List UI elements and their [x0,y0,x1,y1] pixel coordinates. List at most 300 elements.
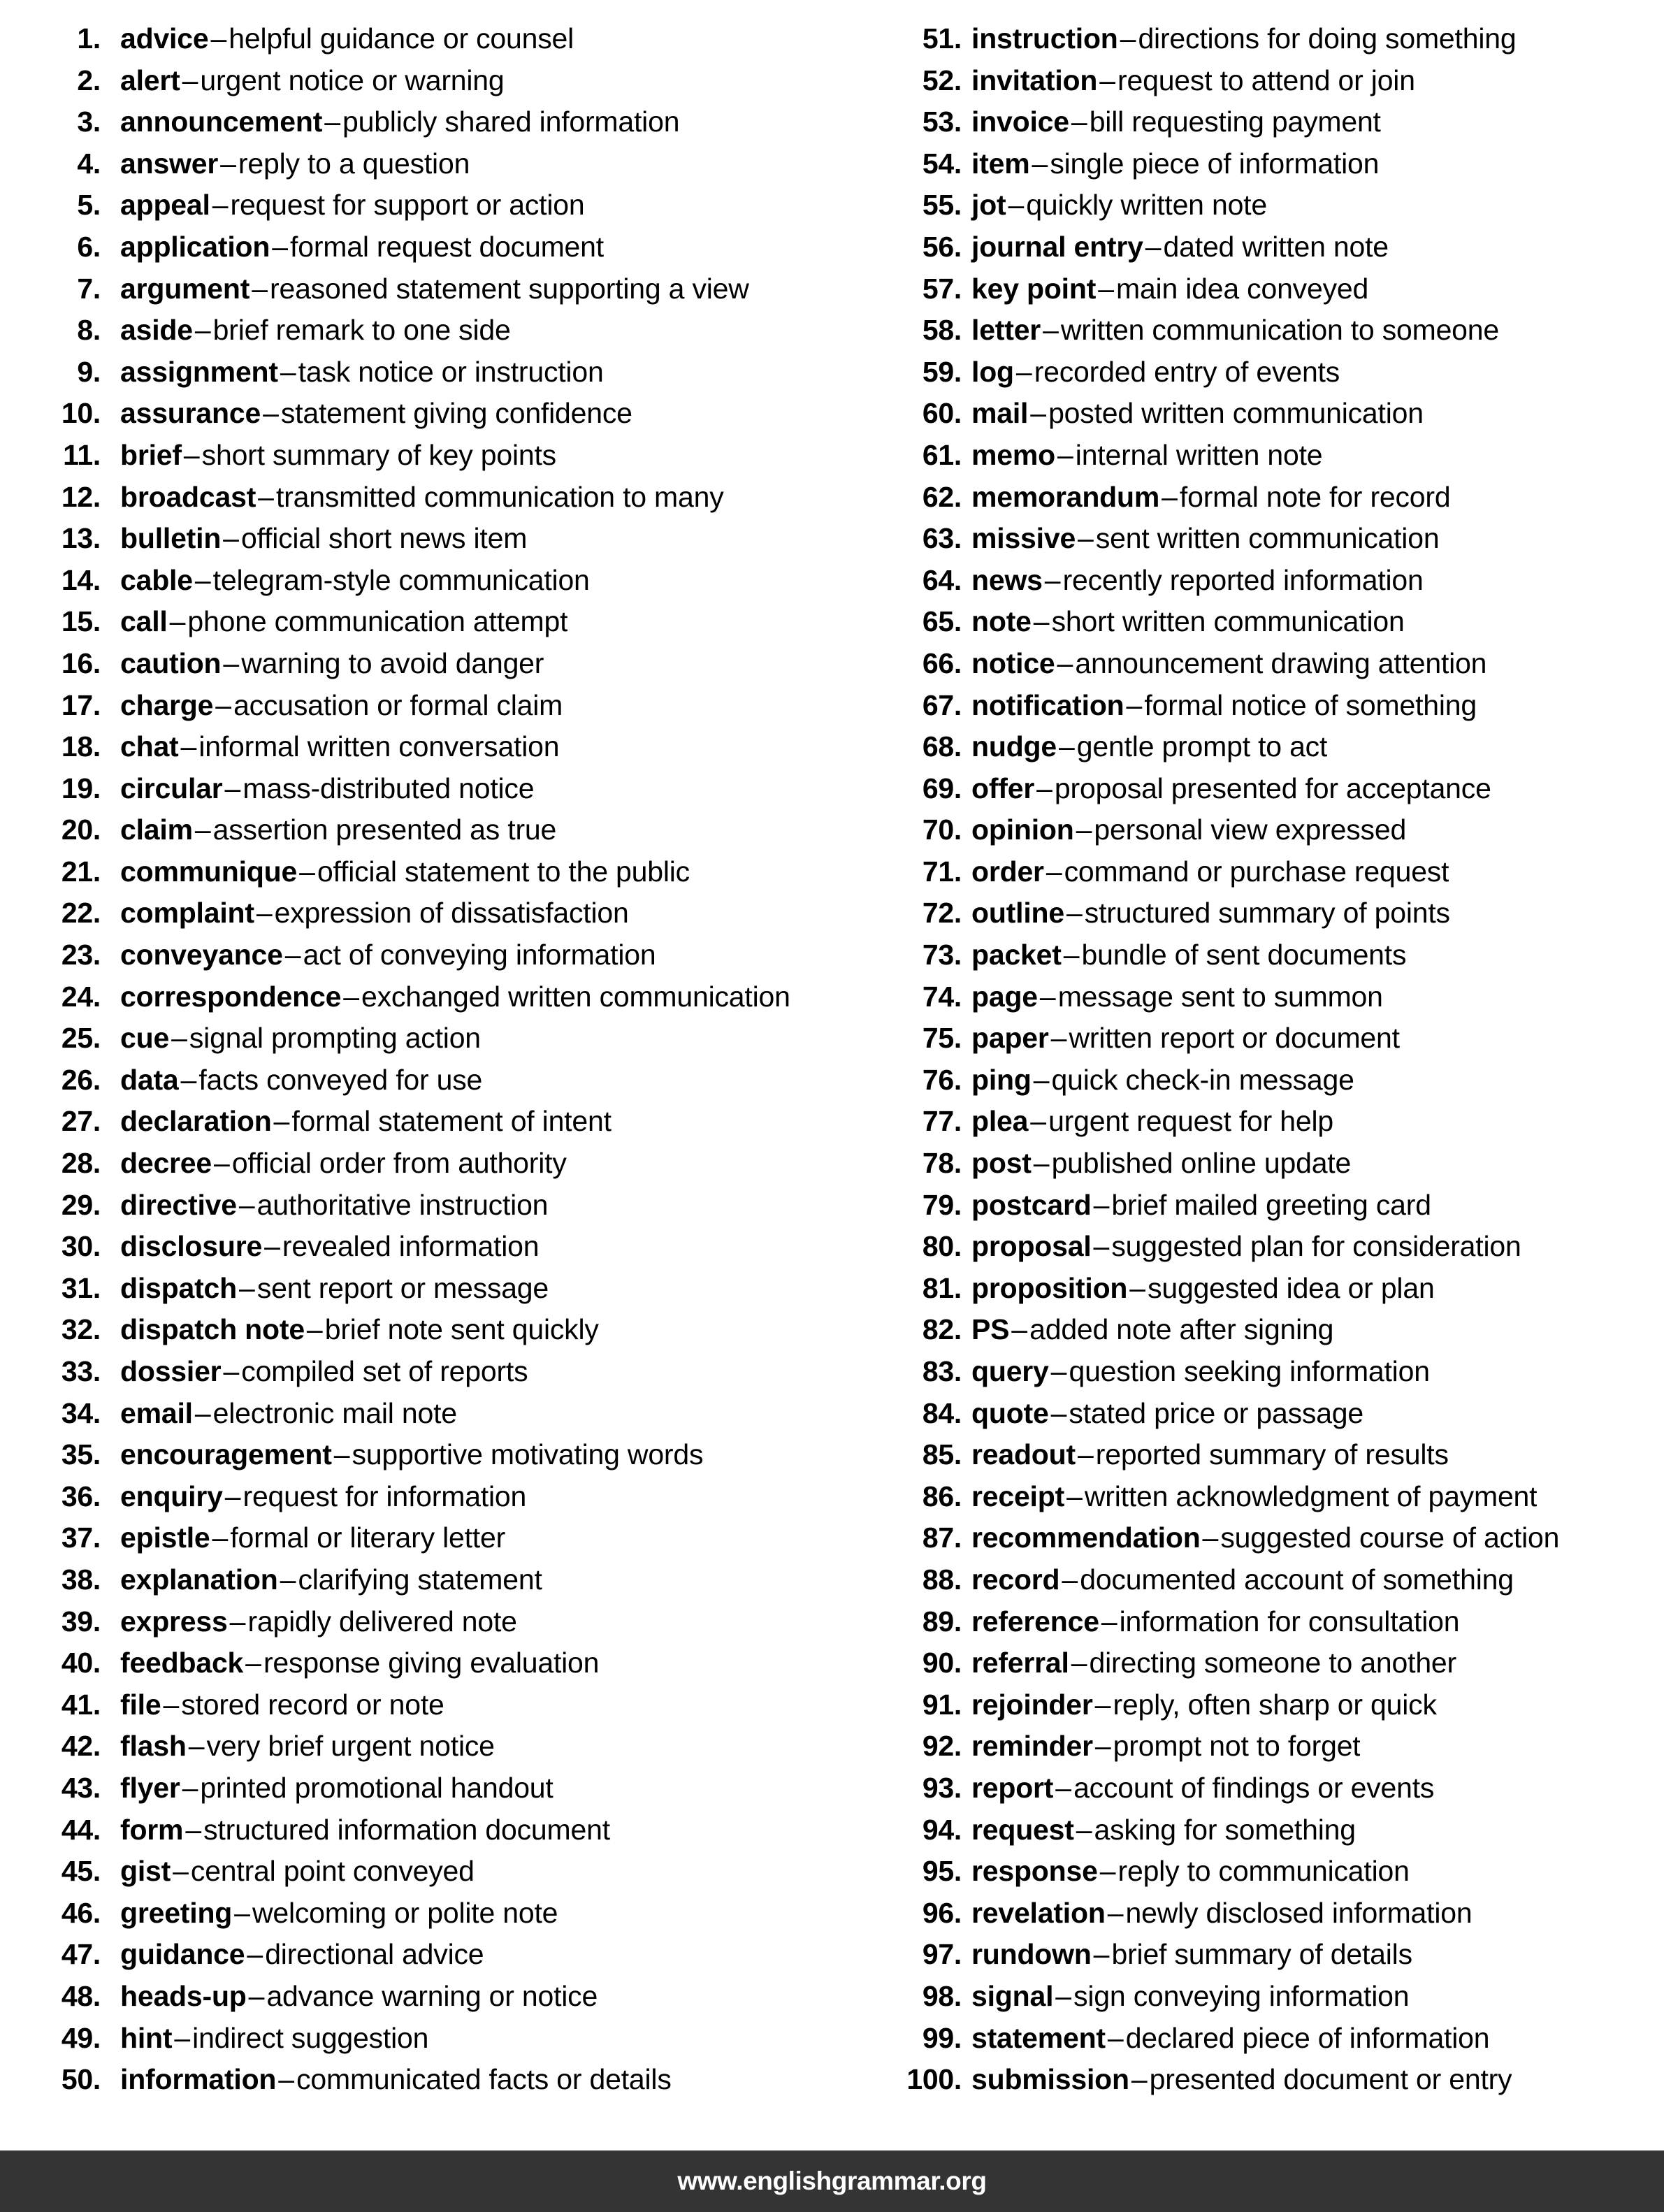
entry-number: 63. [922,522,962,555]
entry-definition: formal or literary letter [230,1521,506,1554]
entry-body [962,1809,1356,1851]
entry-body [962,934,1406,976]
entry-term: order [971,855,1044,888]
word-list-column-right [860,18,1664,2101]
entry-separator-dash: – [223,522,239,555]
entry-number: 29. [61,1188,101,1221]
entry-separator-dash: – [174,2021,191,2054]
entry-body [101,1309,599,1351]
word-entry [25,643,860,685]
entry-body [962,768,1491,810]
entry-definition: directing someone to another [1089,1647,1456,1679]
entry-term: advice [120,22,209,55]
entry-term: conveyance [120,939,283,971]
entry-definition: proposal presented for acceptance [1054,772,1491,804]
entry-number: 11. [63,438,101,471]
entry-separator-dash: – [224,772,241,804]
entry-separator-dash: – [258,480,274,513]
entry-body [962,352,1340,393]
entry-separator-dash: – [210,22,227,55]
entry-number: 66. [922,646,962,679]
entry-number: 13. [61,522,101,555]
entry-term: nudge [971,730,1057,763]
entry-definition: formal statement of intent [291,1105,612,1138]
entry-term: guidance [120,1938,245,1971]
word-entry [25,892,860,934]
two-column-layout [0,18,1664,2122]
entry-separator-dash: – [238,1188,255,1221]
entry-number: 36. [61,1480,101,1512]
entry-definition: official statement to the public [317,855,690,888]
entry-number: 10. [61,397,101,430]
entry-term: bulletin [120,522,222,555]
entry-number: 83. [922,1355,962,1387]
entry-body [962,1226,1521,1268]
entry-number: 27. [61,1105,101,1138]
word-entry [871,1726,1664,1768]
entry-separator-dash: – [1050,1396,1067,1429]
entry-separator-dash: – [252,272,268,305]
entry-term: heads-up [120,1979,247,2012]
entry-term: appeal [120,189,210,222]
entry-separator-dash: – [180,1063,197,1096]
word-entry [25,1101,860,1143]
word-entry [25,1309,860,1351]
entry-separator-dash: – [1107,1896,1124,1929]
entry-body [101,60,505,102]
entry-definition: prompt not to forget [1113,1730,1361,1763]
entry-definition: written communication to someone [1060,314,1499,347]
entry-number: 35. [61,1438,101,1471]
word-entry [871,851,1664,893]
entry-number: 44. [61,1813,101,1846]
entry-separator-dash: – [1099,1855,1116,1888]
entry-definition: printed promotional handout [200,1771,554,1804]
word-entry [871,18,1664,60]
entry-term: request [971,1813,1074,1846]
entry-separator-dash: – [1032,147,1048,180]
entry-body [962,1185,1431,1227]
entry-body [962,685,1477,727]
entry-separator-dash: – [215,688,232,721]
entry-number: 18. [61,730,101,763]
entry-term: email [120,1396,193,1429]
site-url-label: www.englishgrammar.org [677,2167,987,2195]
entry-term: charge [120,688,214,721]
entry-term: ping [971,1063,1032,1096]
entry-term: dispatch [120,1271,237,1304]
entry-separator-dash: – [306,1313,323,1346]
entry-number: 53. [922,106,962,138]
word-entry [871,1143,1664,1185]
entry-body [101,1893,558,1935]
entry-separator-dash: – [1066,1480,1083,1512]
entry-separator-dash: – [173,1855,189,1888]
entry-term: complaint [120,897,254,930]
entry-body [101,1559,542,1601]
entry-separator-dash: – [284,939,301,971]
entry-number: 3. [77,106,101,138]
entry-body [101,477,724,519]
entry-body [962,1268,1435,1310]
entry-term: proposition [971,1271,1128,1304]
entry-definition: main idea conveyed [1116,272,1369,305]
entry-definition: bundle of sent documents [1081,939,1407,971]
entry-separator-dash: – [171,1022,187,1055]
entry-separator-dash: – [1162,480,1178,513]
word-entry [25,976,860,1018]
entry-definition: warning to avoid danger [241,646,544,679]
entry-separator-dash: – [1101,1605,1117,1638]
entry-definition: reply to communication [1117,1855,1410,1888]
entry-definition: reply, often sharp or quick [1113,1688,1437,1721]
entry-number: 93. [922,1771,962,1804]
entry-separator-dash: – [245,1647,261,1679]
entry-term: gist [120,1855,171,1888]
entry-definition: bill requesting payment [1089,106,1381,138]
entry-definition: authoritative instruction [256,1188,549,1221]
entry-term: flash [120,1730,187,1763]
entry-definition: structured summary of points [1084,897,1450,930]
entry-term: note [971,605,1032,638]
word-entry [871,477,1664,519]
entry-term: encouragement [120,1438,332,1471]
word-entry [25,185,860,226]
entry-body [101,851,690,893]
entry-separator-dash: – [1057,438,1073,471]
entry-body [101,1684,444,1726]
entry-definition: internal written note [1075,438,1323,471]
entry-definition: facts conveyed for use [198,1063,483,1096]
entry-definition: expression of dissatisfaction [274,897,629,930]
entry-definition: compiled set of reports [241,1355,528,1387]
entry-definition: advance warning or notice [266,1979,598,2012]
site-footer-bar [0,2150,1664,2212]
word-entry [871,1268,1664,1310]
entry-body [962,477,1450,519]
entry-body [962,310,1499,352]
entry-separator-dash: – [1030,397,1047,430]
entry-separator-dash: – [194,1396,211,1429]
entry-definition: question seeking information [1069,1355,1430,1387]
word-entry [25,1893,860,1935]
entry-number: 61. [922,438,962,471]
entry-body [101,892,629,934]
entry-body [101,1809,610,1851]
word-entry [871,393,1664,435]
entry-number: 73. [922,939,962,971]
word-entry [871,226,1664,268]
entry-body [101,1601,517,1643]
entry-definition: request for support or action [230,189,585,222]
entry-definition: informal written conversation [198,730,560,763]
entry-term: journal entry [971,230,1143,263]
entry-number: 97. [922,1938,962,1971]
entry-body [101,185,584,226]
entry-term: answer [120,147,219,180]
word-entry [871,1476,1664,1518]
entry-separator-dash: – [1202,1521,1219,1554]
entry-body [962,518,1439,560]
entry-body [962,809,1406,851]
entry-term: aside [120,314,193,347]
entry-definition: short summary of key points [201,438,556,471]
entry-term: reference [971,1605,1099,1638]
entry-number: 58. [922,314,962,347]
entry-separator-dash: – [229,1605,246,1638]
word-entry [25,268,860,310]
entry-term: application [120,230,270,263]
word-entry [871,809,1664,851]
word-entry [871,1517,1664,1559]
entry-separator-dash: – [1011,1313,1028,1346]
word-entry [871,1642,1664,1684]
word-entry [25,726,860,768]
entry-term: missive [971,522,1076,555]
entry-definition: mass-distributed notice [243,772,535,804]
word-entry [25,1684,860,1726]
word-entry [25,1351,860,1393]
word-entry [25,1601,860,1643]
entry-body [962,185,1267,226]
entry-term: response [971,1855,1098,1888]
entry-separator-dash: – [1107,2021,1124,2054]
entry-separator-dash: – [169,605,186,638]
entry-number: 14. [61,563,101,596]
entry-body [962,60,1415,102]
entry-term: decree [120,1147,212,1180]
entry-definition: directional advice [265,1938,484,1971]
entry-term: argument [120,272,250,305]
entry-number: 21. [61,855,101,888]
entry-body [962,1393,1363,1435]
entry-number: 98. [922,1979,962,2012]
entry-separator-dash: – [212,189,229,222]
entry-separator-dash: – [1055,1771,1072,1804]
entry-definition: single piece of information [1050,147,1380,180]
entry-separator-dash: – [1145,230,1162,263]
entry-separator-dash: – [278,2063,295,2096]
entry-separator-dash: – [1015,355,1032,388]
entry-separator-dash: – [1120,22,1136,55]
entry-body [101,352,604,393]
entry-term: explanation [120,1563,278,1596]
word-entry [871,976,1664,1018]
word-entry [871,685,1664,727]
entry-number: 15. [61,605,101,638]
entry-separator-dash: – [223,1355,240,1387]
entry-separator-dash: – [1093,1230,1110,1263]
word-entry [25,1517,860,1559]
entry-term: express [120,1605,228,1638]
word-entry [871,1851,1664,1893]
entry-term: chat [120,730,179,763]
entry-number: 30. [61,1230,101,1263]
entry-separator-dash: – [1055,1979,1072,2012]
word-entry [871,518,1664,560]
entry-number: 47. [61,1938,101,1971]
entry-definition: sent written communication [1095,522,1440,555]
entry-term: broadcast [120,480,256,513]
entry-definition: response giving evaluation [263,1647,600,1679]
word-entry [871,1934,1664,1976]
entry-body [101,934,656,976]
entry-term: plea [971,1105,1029,1138]
entry-term: brief [120,438,182,471]
entry-definition: message sent to summon [1057,980,1383,1013]
entry-definition: accusation or formal claim [233,688,563,721]
entry-body [101,1393,457,1435]
entry-number: 2. [77,64,101,96]
entry-term: item [971,147,1030,180]
entry-separator-dash: – [1008,189,1025,222]
entry-number: 81. [922,1271,962,1304]
entry-body [962,1559,1514,1601]
entry-number: 60. [922,397,962,430]
entry-number: 41. [61,1688,101,1721]
entry-number: 43. [61,1771,101,1804]
entry-number: 16. [61,646,101,679]
entry-separator-dash: – [1039,980,1056,1013]
entry-number: 37. [61,1521,101,1554]
word-entry [25,1851,860,1893]
entry-separator-dash: – [272,230,289,263]
entry-number: 75. [922,1022,962,1055]
entry-separator-dash: – [1063,939,1080,971]
entry-term: quote [971,1396,1049,1429]
entry-term: alert [120,64,180,96]
entry-term: post [971,1147,1032,1180]
word-entry [871,1434,1664,1476]
word-entry [871,185,1664,226]
word-entry [25,477,860,519]
entry-definition: brief summary of details [1111,1938,1412,1971]
entry-number: 95. [922,1855,962,1888]
entry-definition: gentle prompt to act [1076,730,1328,763]
entry-body [101,976,790,1018]
entry-separator-dash: – [263,397,279,430]
entry-separator-dash: – [1050,1355,1067,1387]
entry-definition: exchanged written communication [361,980,790,1013]
entry-separator-dash: – [1126,688,1143,721]
entry-definition: reply to a question [238,147,470,180]
entry-number: 71. [922,855,962,888]
entry-body [101,393,632,435]
entry-definition: transmitted communication to many [275,480,724,513]
entry-number: 72. [922,897,962,930]
entry-separator-dash: – [194,314,211,347]
entry-number: 100. [906,2063,962,2096]
entry-number: 64. [922,563,962,596]
entry-number: 62. [922,480,962,513]
word-entry [25,1934,860,1976]
entry-body [962,1684,1437,1726]
entry-separator-dash: – [234,1896,250,1929]
entry-term: file [120,1688,161,1721]
entry-number: 26. [61,1063,101,1096]
word-entry [25,2059,860,2101]
word-entry [871,1684,1664,1726]
entry-term: communique [120,855,298,888]
entry-separator-dash: – [1076,1813,1092,1846]
entry-number: 20. [61,814,101,846]
word-entry [25,2018,860,2060]
entry-definition: formal note for record [1179,480,1451,513]
entry-definition: request for information [243,1480,527,1512]
entry-term: record [971,1563,1060,1596]
entry-definition: brief note sent quickly [324,1313,599,1346]
entry-number: 19. [61,772,101,804]
entry-separator-dash: – [1077,1438,1094,1471]
entry-number: 70. [922,814,962,846]
entry-body [101,643,544,685]
entry-number: 77. [922,1105,962,1138]
word-entry [871,60,1664,102]
entry-separator-dash: – [194,563,211,596]
entry-term: proposal [971,1230,1092,1263]
entry-number: 8. [77,314,101,347]
entry-term: statement [971,2021,1106,2054]
entry-term: signal [971,1979,1054,2012]
entry-separator-dash: – [1071,1647,1087,1679]
entry-definition: clarifying statement [298,1563,542,1596]
word-entry [871,934,1664,976]
entry-body [101,18,574,60]
entry-separator-dash: – [324,106,340,138]
entry-separator-dash: – [1036,772,1052,804]
entry-body [962,1851,1410,1893]
entry-body [962,560,1424,602]
entry-term: memo [971,438,1055,471]
entry-definition: communicated facts or details [296,2063,672,2096]
entry-term: reminder [971,1730,1093,1763]
entry-body [101,726,559,768]
entry-definition: short written communication [1051,605,1405,638]
entry-term: information [120,2063,277,2096]
entry-separator-dash: – [1076,814,1092,846]
entry-separator-dash: – [1046,855,1062,888]
entry-definition: stated price or passage [1069,1396,1364,1429]
entry-term: opinion [971,814,1074,846]
entry-body [962,851,1449,893]
word-entry [25,1393,860,1435]
word-entry [871,1976,1664,2018]
word-entry [25,18,860,60]
entry-body [101,226,604,268]
word-entry [25,518,860,560]
entry-body [962,726,1327,768]
entry-definition: welcoming or polite note [252,1896,558,1929]
entry-term: log [971,355,1014,388]
entry-separator-dash: – [1094,1688,1111,1721]
entry-definition: telegram-style communication [212,563,590,596]
entry-separator-dash: – [163,1688,180,1721]
entry-number: 42. [61,1730,101,1763]
word-entry [25,143,860,185]
word-entry [871,1101,1664,1143]
entry-body [962,226,1389,268]
entry-term: flyer [120,1771,180,1804]
entry-separator-dash: – [280,355,296,388]
entry-number: 50. [61,2063,101,2096]
entry-body [101,101,679,143]
entry-definition: written acknowledgment of payment [1084,1480,1538,1512]
word-entry [871,768,1664,810]
entry-definition: formal notice of something [1144,688,1477,721]
word-entry [871,1309,1664,1351]
word-entry [25,809,860,851]
entry-term: query [971,1355,1049,1387]
